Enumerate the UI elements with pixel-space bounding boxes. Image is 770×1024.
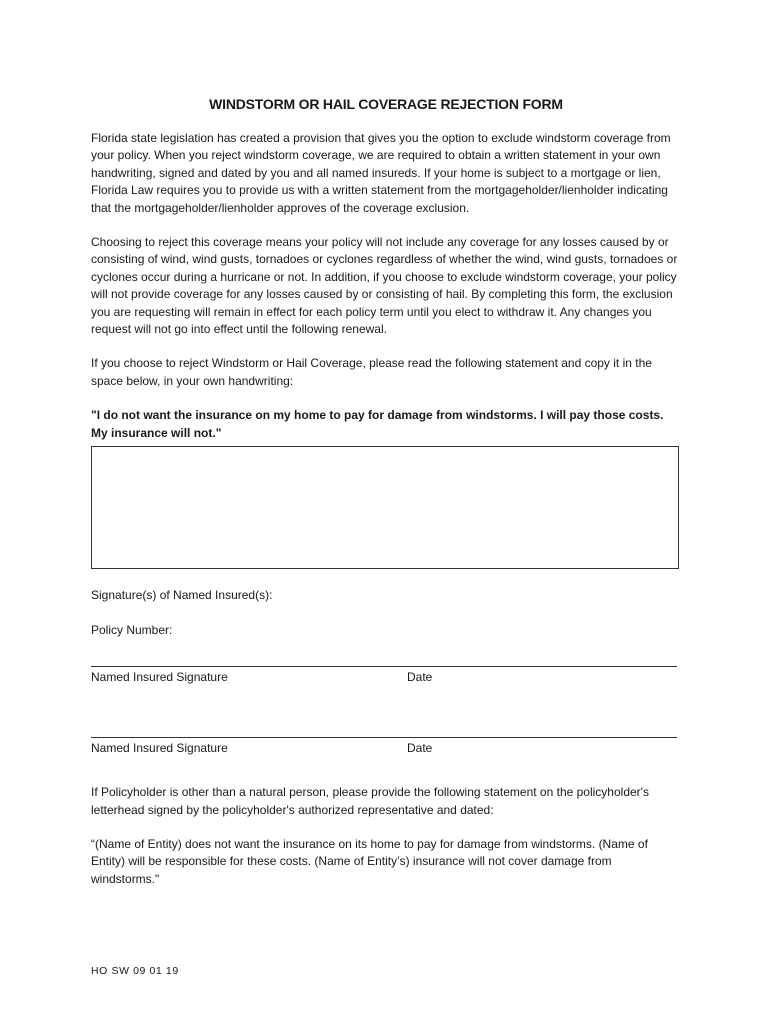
signature-line[interactable]: [91, 650, 677, 667]
entity-instructions-paragraph: If Policyholder is other than a natural person, please provide the following statement on the policyholder's letterhead signed by the policyholder's authorized representative and dated:: [91, 785, 649, 817]
named-insured-signature-label: Named Insured Signature: [91, 741, 228, 756]
named-insured-signature-label: Named Insured Signature: [91, 670, 228, 685]
required-statement: "I do not want the insurance on my home to pay for damage from windstorms. I will pay those costs. My insurance will not.": [91, 408, 664, 440]
instructions-paragraph: If you choose to reject Windstorm or Hail Coverage, please read the following statement and copy it in the space below, in your own handwriting:: [91, 356, 652, 388]
form-page: [91, 96, 681, 888]
signature-block: [91, 650, 681, 686]
entity-statement: “(Name of Entity) does not want the insurance on its home to pay for damage from windstorms. (Name of Entity) will be responsible for these costs. (Name of Entity’s) insurance will not cover damage from windstorms.": [91, 836, 648, 886]
signatures-label: Signature(s) of Named Insured(s):: [91, 588, 273, 603]
form-title: WINDSTORM OR HAIL COVERAGE REJECTION FORM: [209, 96, 563, 112]
signature-block: [91, 721, 681, 757]
signature-captions: [91, 740, 681, 757]
form-code: HO SW 09 01 19: [91, 965, 179, 977]
signature-captions: [91, 669, 681, 686]
date-label: Date: [407, 741, 433, 756]
policy-number-label: Policy Number:: [91, 623, 173, 638]
handwriting-box[interactable]: [91, 446, 679, 569]
signature-line[interactable]: [91, 721, 677, 738]
coverage-explanation-paragraph: Choosing to reject this coverage means your policy will not include any coverage for any losses caused by or consisting of wind, wind gusts, tornadoes or cyclones regardless of whether the wind, wind gusts, tornadoes or cyclones occur during a hurricane or not. In addition, if you choose to exclude windstorm coverage, your policy will not provide coverage for any losses caused by or consisting of hail. By completing this form, the exclusion you are requesting will remain in effect for each policy term until you elect to withdraw it. Any changes you request will not go into effect until the following renewal.: [91, 235, 678, 337]
date-label: Date: [407, 670, 433, 685]
intro-paragraph: Florida state legislation has created a provision that gives you the option to exclude windstorm coverage from your policy. When you reject windstorm coverage, we are required to obtain a written statement in your own handwriting, signed and dated by you and all named insureds. If your home is subject to a mortgage or lien, Florida Law requires you to provide us with a written statement from the mortgageholder/lienholder indicating that the mortgageholder/lienholder approves of the coverage exclusion.: [91, 131, 671, 215]
